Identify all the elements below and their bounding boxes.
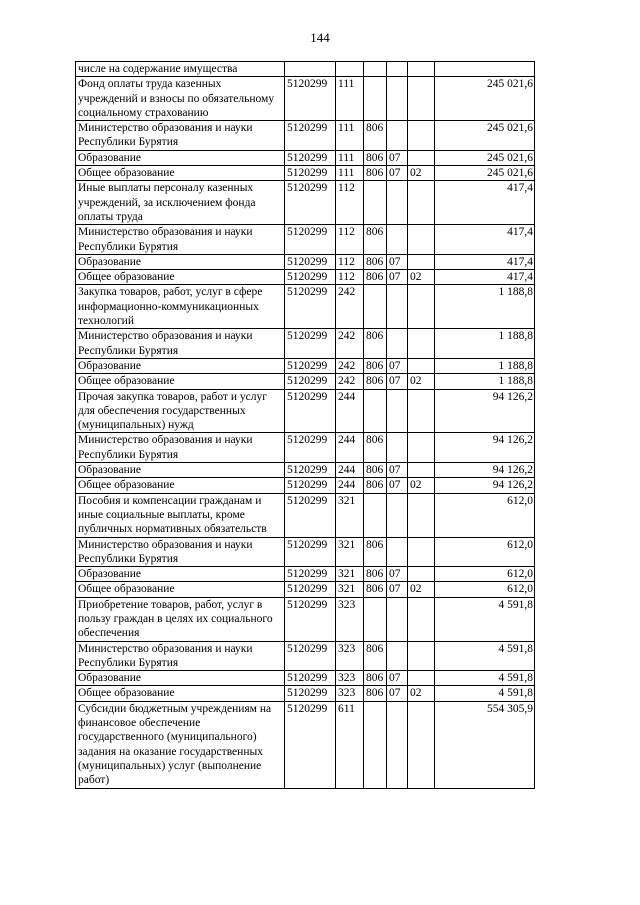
table-row xyxy=(76,150,535,165)
target-article-cell: 5120299 xyxy=(285,582,336,597)
subsection-code-cell xyxy=(408,701,435,788)
target-article-cell: 5120299 xyxy=(285,641,336,671)
amount-cell: 245 021,6 xyxy=(435,77,535,121)
expense-type-cell: 242 xyxy=(336,374,364,389)
table-row xyxy=(76,254,535,269)
expense-name-cell: Министерство образования и науки Республики Бурятия xyxy=(76,121,285,151)
target-article-cell: 5120299 xyxy=(285,358,336,373)
expense-name-cell: Министерство образования и науки Республики Бурятия xyxy=(76,433,285,463)
ministry-code-cell: 806 xyxy=(364,166,387,181)
amount-cell: 94 126,2 xyxy=(435,478,535,493)
table-row xyxy=(76,493,535,537)
table-row xyxy=(76,567,535,582)
amount-cell: 94 126,2 xyxy=(435,463,535,478)
expense-name-cell: Пособия и компенсации гражданам и иные социальные выплаты, кроме публичных нормативных обязательств xyxy=(76,493,285,537)
ministry-code-cell: 806 xyxy=(364,225,387,255)
expense-type-cell: 112 xyxy=(336,225,364,255)
amount-cell xyxy=(435,62,535,77)
amount-cell: 417,4 xyxy=(435,225,535,255)
subsection-code-cell xyxy=(408,389,435,433)
target-article-cell: 5120299 xyxy=(285,150,336,165)
table-row xyxy=(76,686,535,701)
subsection-code-cell xyxy=(408,254,435,269)
target-article-cell: 5120299 xyxy=(285,597,336,641)
subsection-code-cell xyxy=(408,567,435,582)
section-code-cell xyxy=(387,433,408,463)
table-row xyxy=(76,582,535,597)
expense-type-cell: 242 xyxy=(336,358,364,373)
ministry-code-cell: 806 xyxy=(364,254,387,269)
budget-table xyxy=(75,61,535,789)
expense-type-cell: 244 xyxy=(336,433,364,463)
expense-type-cell: 611 xyxy=(336,701,364,788)
table-row xyxy=(76,285,535,329)
expense-type-cell: 111 xyxy=(336,166,364,181)
subsection-code-cell: 02 xyxy=(408,270,435,285)
expense-type-cell: 323 xyxy=(336,671,364,686)
amount-cell: 4 591,8 xyxy=(435,686,535,701)
amount-cell: 1 188,8 xyxy=(435,329,535,359)
target-article-cell: 5120299 xyxy=(285,701,336,788)
subsection-code-cell xyxy=(408,329,435,359)
table-row xyxy=(76,597,535,641)
ministry-code-cell: 806 xyxy=(364,121,387,151)
subsection-code-cell xyxy=(408,671,435,686)
ministry-code-cell: 806 xyxy=(364,671,387,686)
section-code-cell: 07 xyxy=(387,463,408,478)
section-code-cell xyxy=(387,389,408,433)
expense-type-cell: 112 xyxy=(336,270,364,285)
expense-type-cell: 112 xyxy=(336,181,364,225)
expense-type-cell: 321 xyxy=(336,537,364,567)
amount-cell: 245 021,6 xyxy=(435,166,535,181)
expense-type-cell: 321 xyxy=(336,582,364,597)
expense-name-cell: Субсидии бюджетным учреждениям на финансовое обеспечение государственного (муниципального) задания на оказание государственных (муниципальных) услуг (выполнение работ) xyxy=(76,701,285,788)
amount-cell: 612,0 xyxy=(435,537,535,567)
table-row xyxy=(76,358,535,373)
amount-cell: 612,0 xyxy=(435,493,535,537)
expense-type-cell: 323 xyxy=(336,641,364,671)
expense-type-cell: 111 xyxy=(336,121,364,151)
subsection-code-cell xyxy=(408,358,435,373)
subsection-code-cell xyxy=(408,537,435,567)
subsection-code-cell xyxy=(408,181,435,225)
expense-type-cell: 242 xyxy=(336,285,364,329)
table-row xyxy=(76,329,535,359)
table-row xyxy=(76,62,535,77)
section-code-cell xyxy=(387,329,408,359)
section-code-cell: 07 xyxy=(387,478,408,493)
target-article-cell: 5120299 xyxy=(285,537,336,567)
expense-name-cell: Образование xyxy=(76,150,285,165)
target-article-cell: 5120299 xyxy=(285,686,336,701)
section-code-cell: 07 xyxy=(387,254,408,269)
table-row xyxy=(76,225,535,255)
ministry-code-cell xyxy=(364,597,387,641)
expense-name-cell: Общее образование xyxy=(76,478,285,493)
target-article-cell: 5120299 xyxy=(285,77,336,121)
expense-name-cell: Иные выплаты персоналу казенных учреждений, за исключением фонда оплаты труда xyxy=(76,181,285,225)
expense-name-cell: Приобретение товаров, работ, услуг в пользу граждан в целях их социального обеспечения xyxy=(76,597,285,641)
section-code-cell xyxy=(387,701,408,788)
expense-type-cell: 244 xyxy=(336,478,364,493)
table-row xyxy=(76,433,535,463)
table-row xyxy=(76,671,535,686)
table-row xyxy=(76,181,535,225)
target-article-cell: 5120299 xyxy=(285,567,336,582)
ministry-code-cell xyxy=(364,181,387,225)
ministry-code-cell: 806 xyxy=(364,374,387,389)
section-code-cell xyxy=(387,641,408,671)
ministry-code-cell xyxy=(364,62,387,77)
expense-name-cell: Министерство образования и науки Республики Бурятия xyxy=(76,537,285,567)
subsection-code-cell xyxy=(408,597,435,641)
section-code-cell: 07 xyxy=(387,166,408,181)
table-row xyxy=(76,463,535,478)
expense-type-cell: 321 xyxy=(336,567,364,582)
subsection-code-cell xyxy=(408,150,435,165)
amount-cell: 1 188,8 xyxy=(435,374,535,389)
target-article-cell: 5120299 xyxy=(285,270,336,285)
section-code-cell xyxy=(387,62,408,77)
expense-name-cell: Образование xyxy=(76,254,285,269)
ministry-code-cell: 806 xyxy=(364,582,387,597)
expense-type-cell: 323 xyxy=(336,597,364,641)
table-row xyxy=(76,270,535,285)
section-code-cell: 07 xyxy=(387,671,408,686)
target-article-cell xyxy=(285,62,336,77)
section-code-cell xyxy=(387,77,408,121)
target-article-cell: 5120299 xyxy=(285,433,336,463)
budget-table-body xyxy=(76,62,535,789)
expense-type-cell: 323 xyxy=(336,686,364,701)
expense-name-cell: Министерство образования и науки Республики Бурятия xyxy=(76,329,285,359)
section-code-cell xyxy=(387,537,408,567)
ministry-code-cell xyxy=(364,77,387,121)
target-article-cell: 5120299 xyxy=(285,166,336,181)
table-row xyxy=(76,701,535,788)
subsection-code-cell xyxy=(408,121,435,151)
amount-cell: 612,0 xyxy=(435,567,535,582)
ministry-code-cell: 806 xyxy=(364,686,387,701)
page-number: 144 xyxy=(310,30,330,45)
ministry-code-cell: 806 xyxy=(364,478,387,493)
expense-type-cell: 244 xyxy=(336,463,364,478)
ministry-code-cell xyxy=(364,493,387,537)
target-article-cell: 5120299 xyxy=(285,671,336,686)
expense-type-cell xyxy=(336,62,364,77)
expense-name-cell: Закупка товаров, работ, услуг в сфере информационно-коммуникационных технологий xyxy=(76,285,285,329)
ministry-code-cell: 806 xyxy=(364,150,387,165)
ministry-code-cell: 806 xyxy=(364,567,387,582)
ministry-code-cell xyxy=(364,701,387,788)
expense-name-cell: Общее образование xyxy=(76,582,285,597)
table-row xyxy=(76,166,535,181)
subsection-code-cell xyxy=(408,463,435,478)
target-article-cell: 5120299 xyxy=(285,493,336,537)
table-row xyxy=(76,641,535,671)
subsection-code-cell xyxy=(408,77,435,121)
expense-name-cell: Общее образование xyxy=(76,686,285,701)
target-article-cell: 5120299 xyxy=(285,181,336,225)
ministry-code-cell: 806 xyxy=(364,329,387,359)
subsection-code-cell xyxy=(408,433,435,463)
target-article-cell: 5120299 xyxy=(285,374,336,389)
amount-cell: 94 126,2 xyxy=(435,433,535,463)
target-article-cell: 5120299 xyxy=(285,478,336,493)
target-article-cell: 5120299 xyxy=(285,463,336,478)
ministry-code-cell: 806 xyxy=(364,537,387,567)
subsection-code-cell xyxy=(408,225,435,255)
expense-type-cell: 111 xyxy=(336,77,364,121)
ministry-code-cell xyxy=(364,285,387,329)
amount-cell: 4 591,8 xyxy=(435,671,535,686)
subsection-code-cell: 02 xyxy=(408,374,435,389)
amount-cell: 4 591,8 xyxy=(435,597,535,641)
target-article-cell: 5120299 xyxy=(285,254,336,269)
expense-type-cell: 242 xyxy=(336,329,364,359)
table-row xyxy=(76,374,535,389)
ministry-code-cell: 806 xyxy=(364,433,387,463)
amount-cell: 1 188,8 xyxy=(435,358,535,373)
expense-name-cell: числе на содержание имущества xyxy=(76,62,285,77)
table-row xyxy=(76,478,535,493)
expense-name-cell: Министерство образования и науки Республики Бурятия xyxy=(76,225,285,255)
amount-cell: 417,4 xyxy=(435,254,535,269)
section-code-cell: 07 xyxy=(387,567,408,582)
target-article-cell: 5120299 xyxy=(285,329,336,359)
target-article-cell: 5120299 xyxy=(285,121,336,151)
expense-name-cell: Образование xyxy=(76,567,285,582)
expense-type-cell: 244 xyxy=(336,389,364,433)
ministry-code-cell xyxy=(364,389,387,433)
expense-name-cell: Прочая закупка товаров, работ и услуг для обеспечения государственных (муниципальных) нужд xyxy=(76,389,285,433)
section-code-cell xyxy=(387,121,408,151)
amount-cell: 417,4 xyxy=(435,270,535,285)
expense-name-cell: Общее образование xyxy=(76,374,285,389)
expense-name-cell: Общее образование xyxy=(76,166,285,181)
section-code-cell xyxy=(387,225,408,255)
subsection-code-cell xyxy=(408,62,435,77)
ministry-code-cell: 806 xyxy=(364,358,387,373)
expense-type-cell: 111 xyxy=(336,150,364,165)
section-code-cell: 07 xyxy=(387,686,408,701)
table-row xyxy=(76,77,535,121)
amount-cell: 94 126,2 xyxy=(435,389,535,433)
subsection-code-cell xyxy=(408,285,435,329)
amount-cell: 1 188,8 xyxy=(435,285,535,329)
section-code-cell: 07 xyxy=(387,150,408,165)
expense-type-cell: 321 xyxy=(336,493,364,537)
expense-type-cell: 112 xyxy=(336,254,364,269)
subsection-code-cell: 02 xyxy=(408,686,435,701)
ministry-code-cell: 806 xyxy=(364,463,387,478)
amount-cell: 612,0 xyxy=(435,582,535,597)
section-code-cell xyxy=(387,181,408,225)
section-code-cell: 07 xyxy=(387,358,408,373)
section-code-cell xyxy=(387,493,408,537)
section-code-cell: 07 xyxy=(387,374,408,389)
table-row xyxy=(76,121,535,151)
target-article-cell: 5120299 xyxy=(285,389,336,433)
expense-name-cell: Образование xyxy=(76,463,285,478)
subsection-code-cell: 02 xyxy=(408,478,435,493)
amount-cell: 417,4 xyxy=(435,181,535,225)
amount-cell: 245 021,6 xyxy=(435,150,535,165)
ministry-code-cell: 806 xyxy=(364,641,387,671)
section-code-cell: 07 xyxy=(387,582,408,597)
subsection-code-cell: 02 xyxy=(408,582,435,597)
expense-name-cell: Министерство образования и науки Республики Бурятия xyxy=(76,641,285,671)
subsection-code-cell xyxy=(408,493,435,537)
expense-name-cell: Образование xyxy=(76,671,285,686)
table-row xyxy=(76,537,535,567)
amount-cell: 554 305,9 xyxy=(435,701,535,788)
target-article-cell: 5120299 xyxy=(285,225,336,255)
subsection-code-cell: 02 xyxy=(408,166,435,181)
amount-cell: 245 021,6 xyxy=(435,121,535,151)
subsection-code-cell xyxy=(408,641,435,671)
table-row xyxy=(76,389,535,433)
section-code-cell xyxy=(387,285,408,329)
expense-name-cell: Образование xyxy=(76,358,285,373)
ministry-code-cell: 806 xyxy=(364,270,387,285)
target-article-cell: 5120299 xyxy=(285,285,336,329)
section-code-cell: 07 xyxy=(387,270,408,285)
amount-cell: 4 591,8 xyxy=(435,641,535,671)
expense-name-cell: Общее образование xyxy=(76,270,285,285)
section-code-cell xyxy=(387,597,408,641)
expense-name-cell: Фонд оплаты труда казенных учреждений и взносы по обязательному социальному страхованию xyxy=(76,77,285,121)
